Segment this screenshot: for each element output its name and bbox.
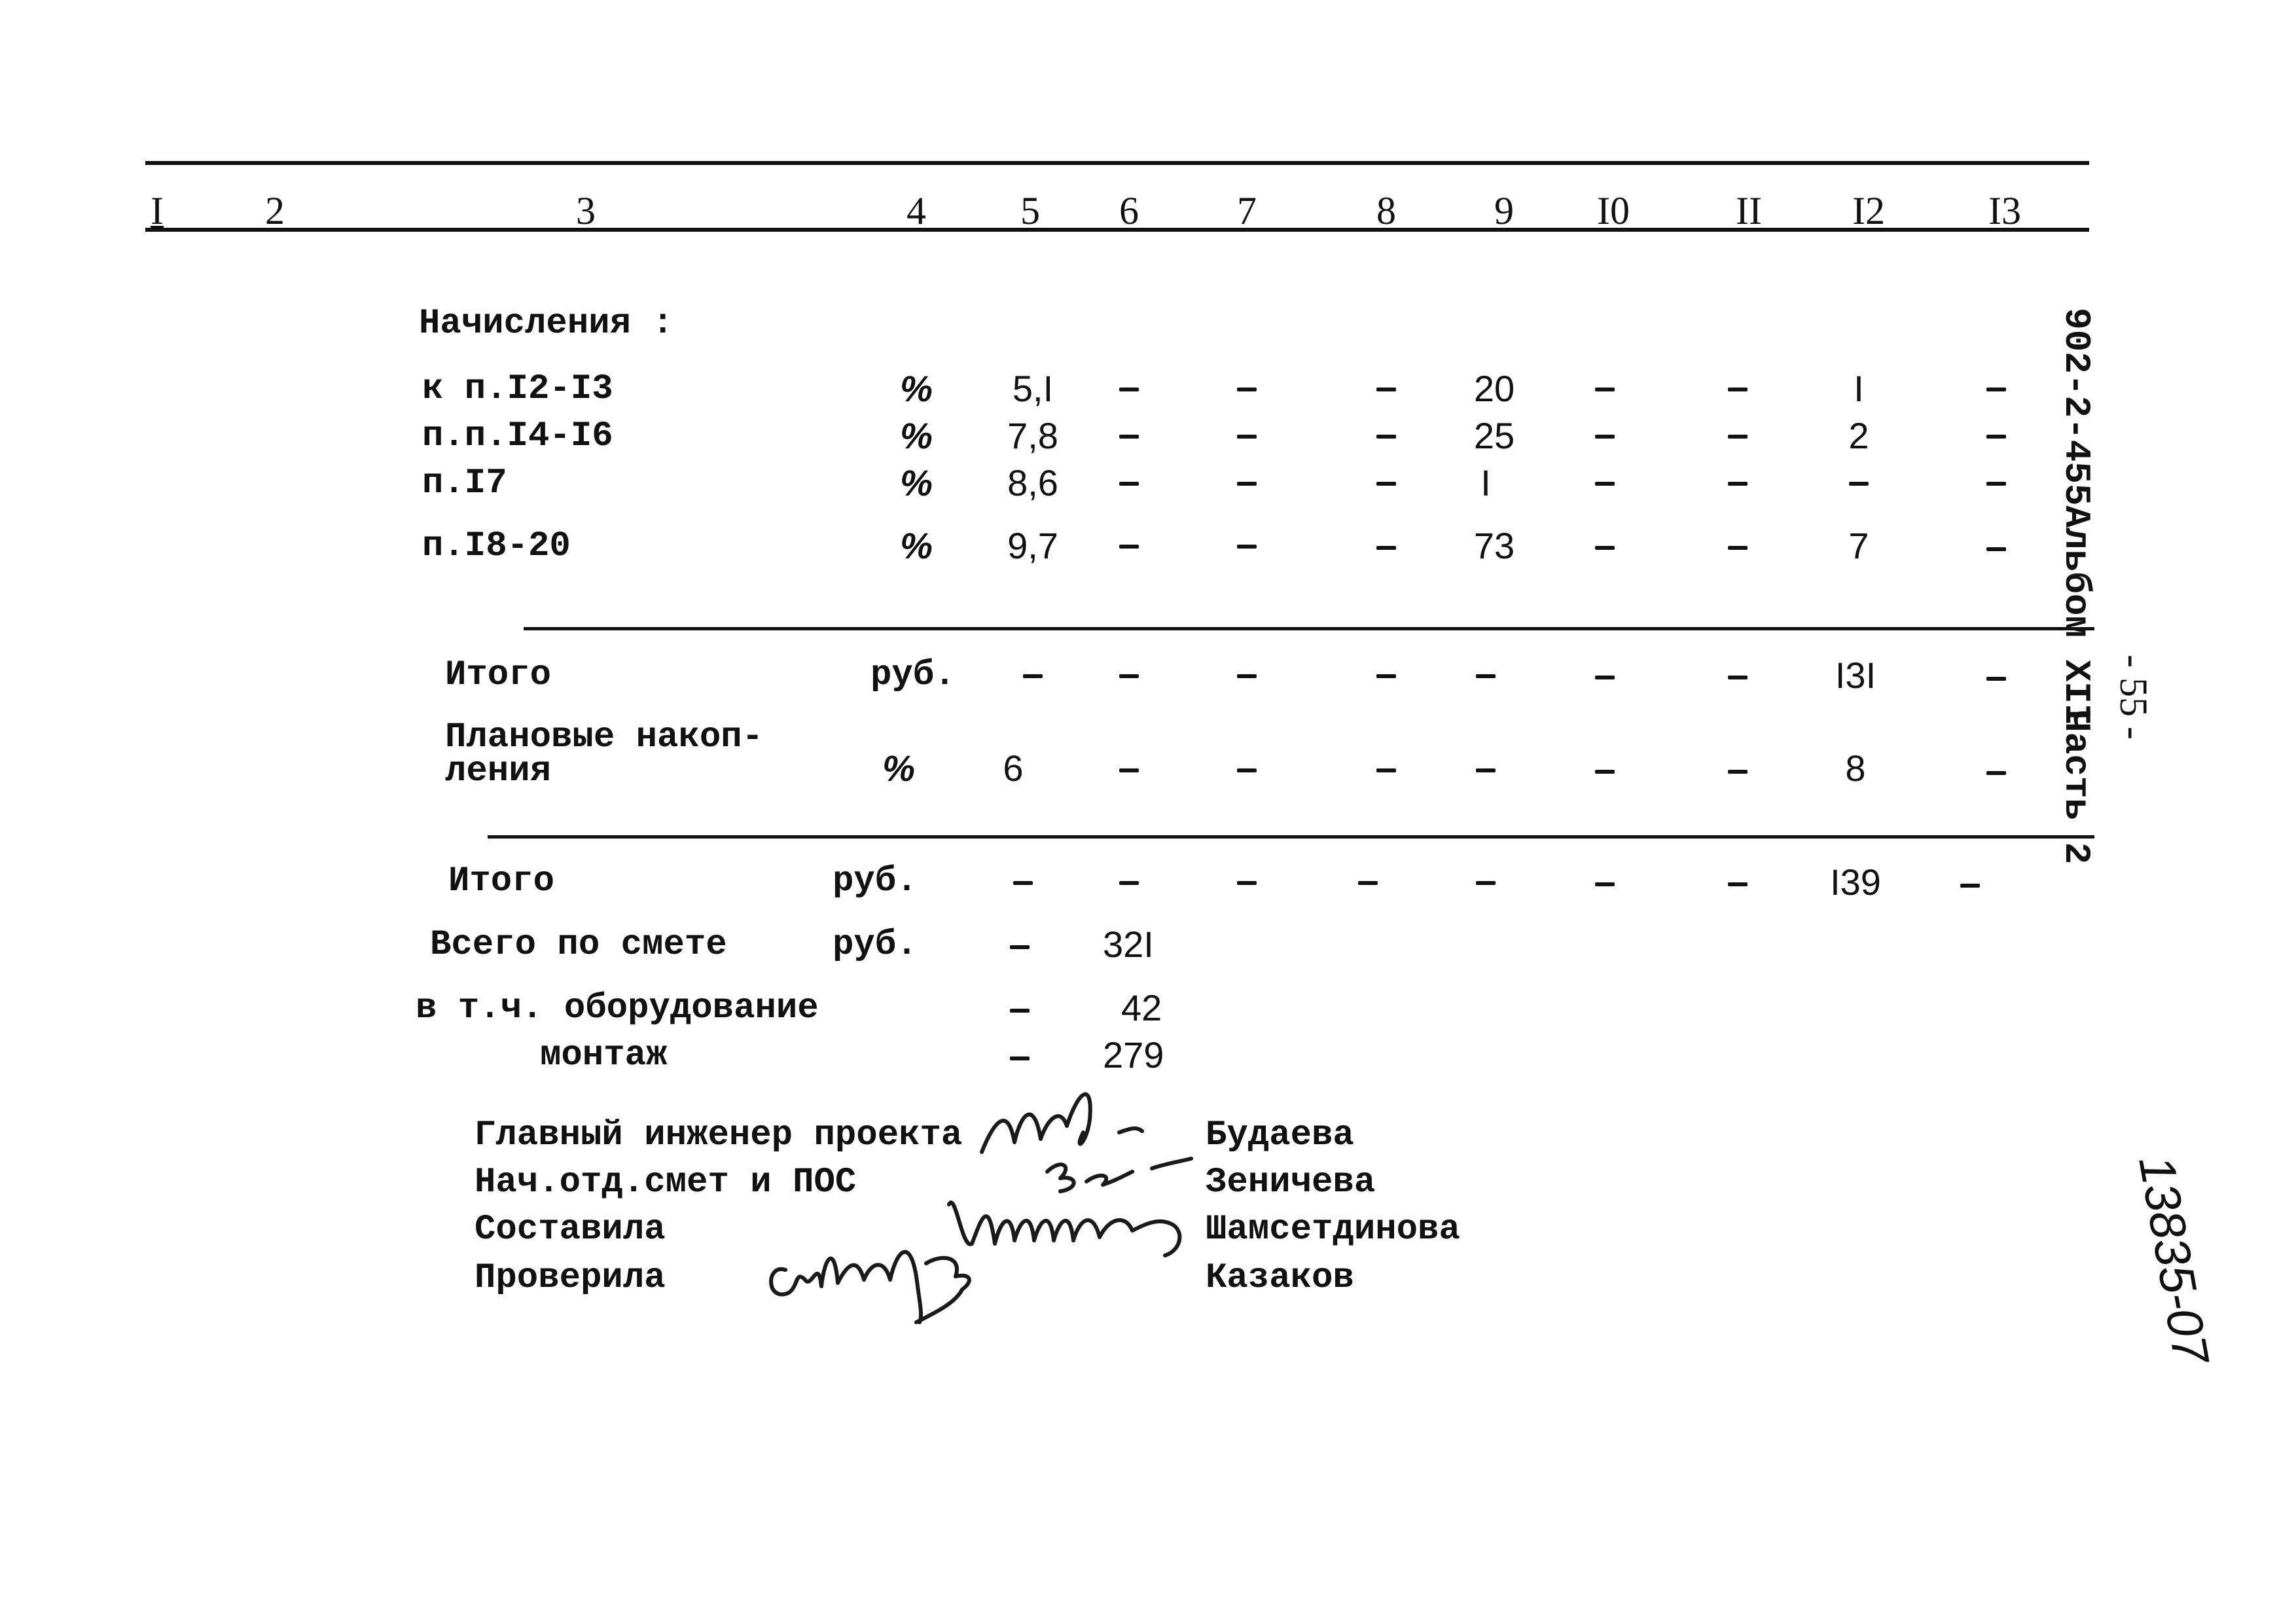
header-bottom-rule xyxy=(145,228,2089,232)
dash-col5 xyxy=(1010,1056,1030,1060)
dash-col6 xyxy=(1119,545,1139,549)
unit-cell: % xyxy=(900,368,933,409)
row-label: монтаж xyxy=(540,1036,668,1075)
signature-role: Нач.отд.смет и ПОС xyxy=(475,1163,857,1202)
dash-col11 xyxy=(1728,676,1748,679)
dash-col11 xyxy=(1728,546,1748,550)
dash-col7 xyxy=(1237,435,1257,439)
value-col5: 7,8 xyxy=(1007,415,1058,456)
row-label: п.п.I4-I6 xyxy=(422,416,613,456)
album-reference xyxy=(2055,308,2097,726)
value-col9: 73 xyxy=(1473,525,1515,566)
signature-name: Казаков xyxy=(1206,1258,1354,1298)
unit-cell: руб. xyxy=(870,655,956,695)
dash-col10 xyxy=(1595,388,1615,391)
part-label xyxy=(2055,710,2097,865)
album-reference-text: 902-2-455Альбом XII xyxy=(2055,308,2097,726)
dash-col5 xyxy=(1010,945,1030,949)
row-label: Итого xyxy=(448,861,555,901)
dash-col8 xyxy=(1358,881,1378,885)
dash-col9 xyxy=(1476,674,1496,678)
value-col12: 7 xyxy=(1848,525,1869,566)
dash-col5 xyxy=(1010,1009,1030,1013)
dash-col10 xyxy=(1595,435,1615,439)
row-label: п.I8-20 xyxy=(422,526,571,566)
column-header: I3 xyxy=(1988,189,2021,232)
signature-role: Проверила xyxy=(475,1258,666,1298)
dash-col13 xyxy=(1960,884,1980,888)
dash-col10 xyxy=(1595,882,1615,886)
row-label-line1: Плановые накоп- xyxy=(445,717,764,757)
column-header: 8 xyxy=(1376,189,1396,232)
dash-col8 xyxy=(1376,435,1396,439)
page-number xyxy=(2114,655,2153,740)
row-label: к п.I2-I3 xyxy=(422,369,613,409)
value-col9: 20 xyxy=(1473,368,1515,409)
value-col9: 25 xyxy=(1473,415,1515,456)
unit-cell: руб. xyxy=(833,925,918,965)
dash-col5 xyxy=(1013,881,1033,885)
value-col5: 5,I xyxy=(1012,368,1054,409)
section-title: Начисления : xyxy=(419,304,673,344)
dash-col11 xyxy=(1728,770,1748,774)
column-header: 6 xyxy=(1119,189,1139,232)
dash-col11 xyxy=(1728,882,1748,886)
row-label: п.I7 xyxy=(422,463,507,503)
column-header: 4 xyxy=(906,189,926,232)
row-label: Итого xyxy=(445,655,552,695)
signature-name: Зеничева xyxy=(1206,1163,1376,1202)
page-number-text: - 55 - xyxy=(2112,655,2155,740)
dash-col7 xyxy=(1237,768,1257,772)
dash-col13 xyxy=(1986,388,2006,391)
row-label: Всего по смете xyxy=(430,925,727,965)
dash-col9 xyxy=(1476,768,1496,772)
dash-col10 xyxy=(1595,546,1615,550)
dash-col7 xyxy=(1237,388,1257,391)
value-col5: 6 xyxy=(1003,748,1024,789)
unit-cell: руб. xyxy=(833,861,918,901)
dash-col7 xyxy=(1237,881,1257,885)
dash-col6 xyxy=(1119,881,1139,885)
value-col12: I xyxy=(1854,368,1864,409)
dash-col13 xyxy=(1986,482,2006,486)
top-rule xyxy=(145,161,2089,165)
dash-col13 xyxy=(1986,771,2006,775)
inventory-number xyxy=(2128,1151,2219,1369)
column-header: 2 xyxy=(265,189,285,232)
handwritten-signature-checker xyxy=(759,1218,1060,1329)
dash-col13 xyxy=(1986,677,2006,681)
column-header: I xyxy=(151,189,164,232)
dash-col6 xyxy=(1119,435,1139,439)
dash-col8 xyxy=(1376,674,1396,678)
unit-cell: % xyxy=(882,748,915,789)
dash-col10 xyxy=(1595,676,1615,679)
value-col12: I39 xyxy=(1830,861,1881,903)
value-col9: I xyxy=(1480,462,1491,503)
dash-col8 xyxy=(1376,546,1396,550)
dash-col11 xyxy=(1728,435,1748,439)
dash-col13 xyxy=(1986,435,2006,439)
value-col6: 42 xyxy=(1121,987,1162,1028)
subtotal-rule xyxy=(488,835,2094,839)
row-label-line2: ления xyxy=(445,751,552,791)
row-label: в т.ч. оборудование xyxy=(416,988,819,1028)
dash-col7 xyxy=(1237,482,1257,486)
dash-col13 xyxy=(1986,547,2006,551)
value-col12: 8 xyxy=(1845,748,1866,789)
signature-name: Будаева xyxy=(1206,1115,1354,1155)
unit-cell: % xyxy=(900,415,933,456)
unit-cell: % xyxy=(900,525,933,566)
dash-col9 xyxy=(1476,881,1496,885)
dash-col8 xyxy=(1376,388,1396,391)
dash-col7 xyxy=(1237,674,1257,678)
dash-col8 xyxy=(1376,768,1396,772)
dash-col5 xyxy=(1023,674,1043,678)
dash-col12 xyxy=(1849,482,1869,486)
part-label-text: Часть 2 xyxy=(2055,710,2097,865)
dash-col6 xyxy=(1119,388,1139,391)
value-col12: 2 xyxy=(1848,415,1869,456)
column-header: I0 xyxy=(1597,189,1630,232)
value-col6: 279 xyxy=(1103,1034,1164,1075)
dash-col8 xyxy=(1376,482,1396,486)
column-header: I2 xyxy=(1852,189,1885,232)
dash-col11 xyxy=(1728,388,1748,391)
subtotal-rule xyxy=(524,627,2094,630)
dash-col6 xyxy=(1119,768,1139,772)
column-header: 9 xyxy=(1494,189,1514,232)
dash-col7 xyxy=(1237,545,1257,549)
signature-name: Шамсетдинова xyxy=(1206,1210,1460,1250)
unit-cell: % xyxy=(900,462,933,503)
signature-role: Главный инженер проекта xyxy=(475,1115,963,1155)
value-col5: 8,6 xyxy=(1007,462,1058,503)
dash-col11 xyxy=(1728,482,1748,486)
value-col12: I3I xyxy=(1835,655,1876,696)
column-header: 7 xyxy=(1237,189,1257,232)
column-header: II xyxy=(1736,189,1762,232)
column-header: 3 xyxy=(576,189,596,232)
dash-col6 xyxy=(1119,482,1139,486)
value-col5: 9,7 xyxy=(1007,525,1058,566)
value-col6: 32I xyxy=(1103,924,1154,965)
inventory-number-text: 13835-07 xyxy=(2128,1151,2219,1369)
dash-col10 xyxy=(1595,770,1615,774)
dash-col10 xyxy=(1595,482,1615,486)
dash-col6 xyxy=(1119,674,1139,678)
signature-role: Составила xyxy=(475,1210,666,1250)
column-header: 5 xyxy=(1020,189,1040,232)
